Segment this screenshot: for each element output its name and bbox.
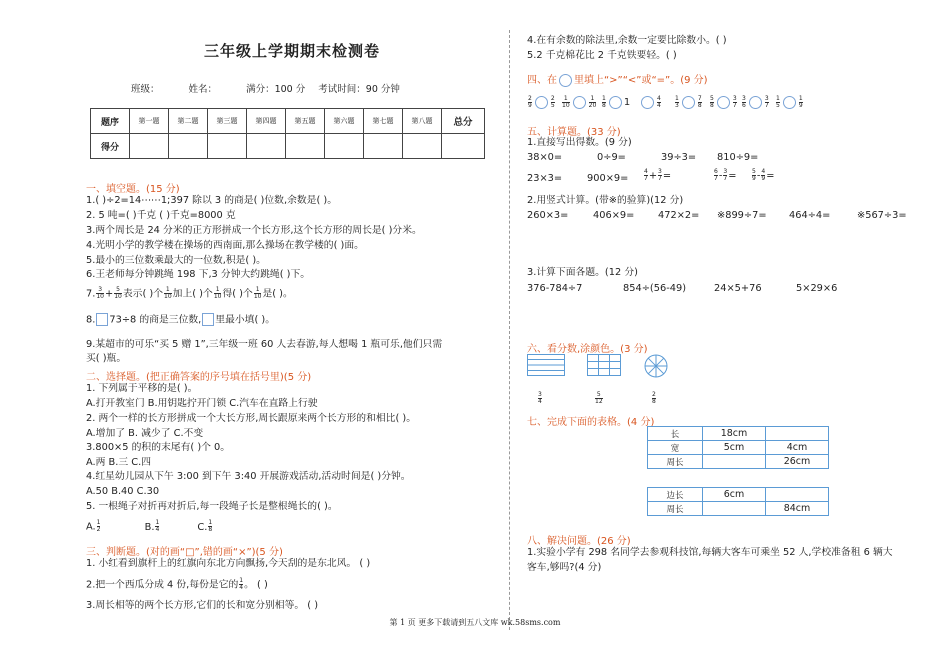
- score-table-col: 第一题: [130, 109, 169, 134]
- question: 1.实验小学有 298 名同学去参观科技馆,每辆大客车可乘坐 52 人,学校准备租 6 辆大: [527, 547, 893, 558]
- options: A.两 B.三 C.四: [86, 457, 152, 468]
- table-row: 宽 5cm 4cm: [648, 441, 829, 455]
- section-calc-heading: 五、计算题。(33 分): [527, 127, 621, 138]
- column-divider: [509, 30, 510, 630]
- fraction: $\frac{1}{8}$: [208, 519, 213, 533]
- option-label: C.: [197, 521, 208, 533]
- text: 是( )。: [262, 288, 293, 300]
- section-shade-heading: 六、看分数,涂颜色。(3 分): [527, 344, 648, 355]
- score-table-col: 第五题: [286, 109, 325, 134]
- score-cell[interactable]: [442, 134, 485, 159]
- question: 4.在有余数的除法里,余数一定要比除数小。( ): [527, 35, 727, 46]
- answer-circle[interactable]: [682, 96, 695, 109]
- score-table-header: 题序: [91, 109, 130, 134]
- rectangle-table: [647, 426, 829, 469]
- section-choice-heading: 二、选择题。(把正确答案的序号填在括号里)(5 分): [86, 372, 312, 383]
- page-title: 三年级上学期期末检测卷: [203, 42, 380, 60]
- answer-circle[interactable]: [641, 96, 654, 109]
- score-cell[interactable]: [325, 134, 364, 159]
- question: 6.王老师每分钟跳绳 198 下,3 分钟大约跳绳( )下。: [86, 269, 311, 280]
- compare-item: $\frac{2}{9}$ $\frac{2}{5}$: [528, 95, 555, 109]
- score-table-row: [91, 134, 485, 159]
- question: 3.周长相等的两个长方形,它们的长和宽分别相等。 ( ): [86, 600, 319, 611]
- fraction: $\frac{1}{10}$: [164, 286, 172, 300]
- table-row: 长 18cm: [648, 427, 829, 441]
- options: [86, 520, 213, 534]
- right-column: 4.在有余数的除法里,余数一定要比除数小。( ) 5.2 千克棉花比 2 千克铁要轻。( ) 四、在 里填上“>”“<”或“=”。(9 分) $\frac{2}{9}$ $\frac{2}{5}$ $\frac{1}{10}$ $\frac{1}{20}$ $\frac{1}{8}$ 1 $\frac{4}{4}$ $\frac{1}{3}$ $\frac{7}{8}$ $\frac{5}{8}$ $\frac{3}{7}$ $\frac{3}{6}$ $\frac{3}{7}$ $\frac{1}{5}$ $\frac{1}{9}$ 五、计算题。(33 分) 1.直接写出得数。(9 分) 38×0= 0÷9= 39÷3= 810÷9= 23×3= 900×9= $\frac{4}{7}$ + $\frac{3}{7}$ = $\frac{6}{7}$ - $\frac{3}{7}$ = $\frac{5}{9}$ - $\frac{4}{9}$ = 2.用竖式计算。(带※的验算)(12 分) 260×3= 406×9= 472×2= ※899÷7= 464÷4= ※567÷3= 3.计算下面各题。(12 分) 376-784÷7 854÷(56-49) 24×5+76 5×29×6 六、看分数,涂颜色。(3 分) $\frac{3}{4}$ $\frac{5}{12}$ $\frac{2}{8}$ 七、完成下面的表格。(4 分) 长 18cm 宽 5cm 4cm 周长 26cm 边长 6cm 周长 84cm 八、解决问题。(26 分) 1.实验小学有 298 名同学去参观科技馆,每辆大客车可乘坐 52 人,学校准备租 6 辆大 客车,够吗?(4 分): [527, 35, 907, 573]
- answer-cell[interactable]: [766, 427, 829, 441]
- options: A.打开教室门 B.用钥匙拧开门锁 C.汽车在直路上行驶: [86, 398, 318, 409]
- score-cell[interactable]: [130, 134, 169, 159]
- section-compare-heading: [527, 71, 708, 87]
- answer-circle[interactable]: [535, 96, 548, 109]
- score-table-col: 第二题: [169, 109, 208, 134]
- answer-circle[interactable]: [573, 96, 586, 109]
- circle-icon: [559, 74, 572, 87]
- score-cell[interactable]: [208, 134, 247, 159]
- question: 3.800×5 的积的末尾有( )个 0。: [86, 442, 231, 453]
- score-cell[interactable]: [364, 134, 403, 159]
- fraction: $\frac{5}{10}$: [114, 286, 122, 300]
- score-table-col: 第六题: [325, 109, 364, 134]
- score-cell[interactable]: [247, 134, 286, 159]
- question: 3.两个周长是 24 分米的正方形拼成一个长方形,这个长方形的周长是( )分米。: [86, 225, 422, 236]
- answer-cell[interactable]: [766, 488, 829, 502]
- section-table-heading: 七、完成下面的表格。(4 分): [527, 417, 655, 428]
- plus-sign: +: [105, 288, 114, 300]
- question: 2. 两个一样的长方形拼成一个大长方形,周长跟原来两个长方形的和相比( )。: [86, 413, 417, 424]
- score-table: [90, 108, 485, 159]
- square-table: [647, 487, 829, 516]
- text: 得( )个: [222, 288, 253, 300]
- answer-box[interactable]: [202, 313, 214, 326]
- table-row: 周长 26cm: [648, 455, 829, 469]
- question: [86, 313, 275, 327]
- exam-meta: [131, 81, 426, 95]
- answer-box[interactable]: [96, 313, 108, 326]
- grid-rectangle[interactable]: [587, 354, 621, 376]
- answer-circle[interactable]: [609, 96, 622, 109]
- compare-item: $\frac{1}{10}$ $\frac{1}{20}$: [562, 95, 597, 109]
- section-solve-heading: 八、解决问题。(26 分): [527, 536, 631, 547]
- score-table-col: 第四题: [247, 109, 286, 134]
- answer-circle[interactable]: [783, 96, 796, 109]
- answer-cell[interactable]: [703, 502, 766, 516]
- score-cell[interactable]: [286, 134, 325, 159]
- striped-rectangle[interactable]: [527, 354, 565, 376]
- text: 加上( )个: [172, 288, 213, 300]
- time-info: 考试时间：90 分钟: [318, 84, 400, 95]
- fraction: $\frac{1}{4}$: [239, 577, 244, 591]
- text: 2.把一个西瓜分成 4 份,每份是它的: [86, 579, 239, 591]
- answer-circle[interactable]: [749, 96, 762, 109]
- text: 73÷8 的商是三位数,: [109, 314, 202, 326]
- question-continued: 客车,够吗?(4 分): [527, 562, 602, 573]
- score-table-col: 第三题: [208, 109, 247, 134]
- question-num: 7.: [86, 288, 96, 300]
- compare-item: $\frac{1}{3}$ $\frac{7}{8}$: [675, 95, 702, 109]
- question-continued: 买( )瓶。: [86, 353, 127, 364]
- score-table-total: 总分: [442, 109, 485, 134]
- question-fractions: [86, 287, 293, 301]
- page-footer: 第 1 页 更多下载请到五八文库 wk.58sms.com: [389, 618, 561, 627]
- fraction: $\frac{1}{10}$: [253, 286, 262, 300]
- options: A.50 B.40 C.30: [86, 486, 160, 497]
- fraction-label: $\frac{5}{12}$: [595, 391, 603, 405]
- option-label: B.: [144, 521, 155, 533]
- compare-item: $\frac{1}{5}$ $\frac{1}{9}$: [776, 95, 803, 109]
- text: 表示( )个: [122, 288, 164, 300]
- option-label: A.: [86, 521, 96, 533]
- compare-item: $\frac{4}{4}$: [639, 96, 662, 109]
- section-judge-heading: 三、判断题。(对的画“□”,错的画“×”)(5 分): [86, 547, 283, 558]
- question: 1. 下列属于平移的是( )。: [86, 383, 198, 394]
- text: 四、在: [527, 75, 557, 86]
- fraction-label: $\frac{2}{8}$: [652, 391, 656, 405]
- question: 1.( )÷2=14⋯⋯1;397 除以 3 的商是( )位数,余数是( )。: [86, 195, 338, 206]
- section-fill-blank-heading: 一、填空题。(15 分): [86, 184, 180, 195]
- score-table-col: 第八题: [403, 109, 442, 134]
- name-field: 姓名：: [188, 84, 218, 95]
- question: 5. 一根绳子对折再对折后,每一段绳子长是整根绳长的( )。: [86, 501, 338, 512]
- question: 5.2 千克棉花比 2 千克铁要轻。( ): [527, 50, 677, 61]
- fraction: $\frac{1}{10}$: [213, 286, 222, 300]
- options: A.增加了 B. 减少了 C.不变: [86, 428, 204, 439]
- divided-circle[interactable]: [644, 354, 668, 378]
- question: 4.光明小学的教学楼在操场的西南面,那么操场在教学楼的( )面。: [86, 240, 364, 251]
- text: 里填上“>”“<”或“=”。(9 分): [574, 75, 708, 86]
- score-info: 满分：100 分: [246, 84, 306, 95]
- table-row: 周长 84cm: [648, 502, 829, 516]
- compare-item: $\frac{5}{8}$ $\frac{3}{7}$: [710, 95, 737, 109]
- fraction: $\frac{1}{4}$: [155, 519, 160, 533]
- score-cell[interactable]: [169, 134, 208, 159]
- sub-heading: 1.直接写出得数。(9 分): [527, 137, 632, 148]
- score-cell[interactable]: [403, 134, 442, 159]
- sub-heading: 3.计算下面各题。(12 分): [527, 267, 638, 278]
- answer-circle[interactable]: [717, 96, 730, 109]
- text: 。 ( ): [244, 579, 268, 591]
- score-table-header-row: [91, 109, 485, 134]
- question: 2. 5 吨=( )千克 ( )千克=8000 克: [86, 210, 236, 221]
- question: 1. 小红看到旗杆上的红旗向东北方向飘扬,今天刮的是东北风。 ( ): [86, 558, 371, 569]
- fraction-label: $\frac{3}{4}$: [538, 391, 542, 405]
- fraction: $\frac{1}{2}$: [96, 519, 101, 533]
- answer-cell[interactable]: [703, 455, 766, 469]
- left-column: [86, 0, 498, 657]
- table-row: 边长 6cm: [648, 488, 829, 502]
- text: 里最小填( )。: [215, 314, 276, 326]
- question: 4.红星幼儿园从下午 3:00 到下午 3:40 开展游戏活动,活动时间是( )分钟。: [86, 471, 411, 482]
- compare-item: $\frac{1}{8}$ 1: [602, 95, 631, 109]
- score-row-label: 得分: [91, 134, 130, 159]
- score-table-col: 第七题: [364, 109, 403, 134]
- question: 9.某超市的可乐“买 5 赠 1”,三年级一班 60 人去春游,每人想喝 1 瓶可乐,他们只需: [86, 339, 443, 350]
- compare-item: $\frac{3}{6}$ $\frac{3}{7}$: [742, 95, 769, 109]
- fraction: $\frac{3}{10}$: [96, 286, 104, 300]
- question: [86, 578, 268, 592]
- question-num: 8.: [86, 314, 96, 326]
- sub-heading: 2.用竖式计算。(带※的验算)(12 分): [527, 195, 684, 206]
- class-field: 班级：: [131, 84, 160, 95]
- question: 5.最小的三位数乘最大的一位数,积是( )。: [86, 255, 266, 266]
